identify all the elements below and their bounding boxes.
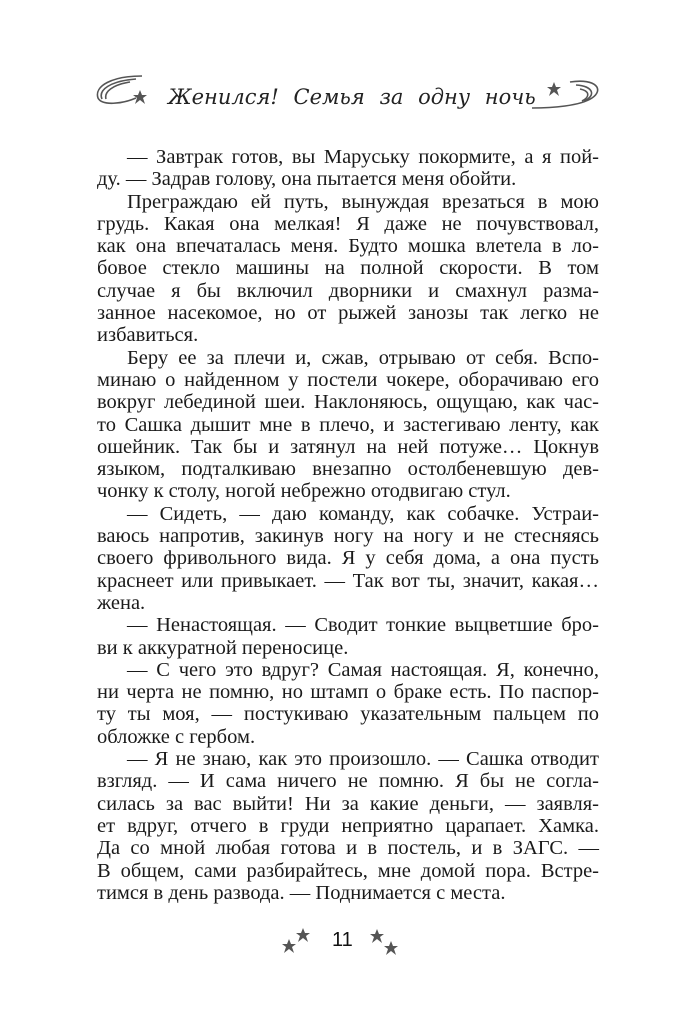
page-footer — [270, 915, 420, 965]
text-line: силась за вас выйти! Ни за какие деньги, — заявля- — [97, 792, 599, 815]
paragraph — [97, 614, 599, 659]
paragraph — [97, 146, 599, 191]
text-line: как она впечаталась меня. Будто мошка влетела в ло- — [97, 235, 599, 258]
text-line: взгляд. — И сама ничего не помню. Я бы не согла- — [97, 770, 599, 793]
text-line: грудь. Какая она мелкая! Я даже не почувствовал, — [97, 212, 599, 235]
text-line: — Я не знаю, как это произошло. — Сашка отводит — [127, 748, 599, 771]
text-line: минаю о найденном у постели чокере, оборачиваю его — [97, 368, 599, 391]
text-line: жена. — [97, 591, 146, 614]
running-title: Женился! Семья за одну ночь — [168, 85, 536, 109]
text-line: тимся в день развода. — Поднимается с места. — [97, 881, 506, 904]
text-line: ет вдруг, отчего в груди неприятно царапает. Хамка. — [97, 814, 599, 837]
page-number: 11 — [332, 929, 353, 951]
text-line: ту ты моя, — постукиваю указательным пальцем по — [97, 703, 599, 726]
text-line: — Сидеть, — даю команду, как собачке. Устраи- — [127, 502, 599, 525]
text-line: Да со мной любая готова и в постель, и в ЗАГС. — — [97, 837, 599, 860]
text-line: — С чего это вдруг? Самая настоящая. Я, конечно, — [127, 658, 599, 681]
paragraph — [97, 503, 599, 614]
text-line: — Ненастоящая. — Сводит тонкие выцветшие бро- — [127, 614, 599, 637]
text-line: В общем, сами разбирайтесь, мне домой пора. Встре- — [97, 859, 599, 882]
text-line: занное насекомое, но от рыжей занозы так легко не — [97, 302, 599, 325]
paragraph — [97, 191, 599, 347]
text-line: ду. — Задрав голову, она пытается меня обойти. — [97, 168, 517, 191]
text-line: ни черта не помню, но штамп о браке есть. По паспор- — [97, 681, 599, 704]
text-line: то Сашка дышит мне в плечо, и застегиваю ленту, как — [97, 413, 599, 436]
paragraph — [97, 748, 599, 904]
text-line: краснеет или привыкает. — Так вот ты, значит, какая… — [97, 569, 599, 592]
text-line: — Завтрак готов, вы Маруську покормите, а я пой- — [127, 146, 599, 168]
text-line: своего фривольного вида. Я у себя дома, а она пусть — [97, 547, 599, 570]
text-line: избавиться. — [97, 324, 199, 347]
text-line: Преграждаю ей путь, вынуждая врезаться в мою — [127, 190, 599, 213]
running-header — [92, 70, 612, 130]
text-line: чонку к столу, ногой небрежно отодвигаю стул. — [97, 480, 511, 503]
text-line: бовое стекло машины на полной скорости. В том — [97, 257, 599, 280]
text-line: ваюсь напротив, закинув ногу на ногу и не стесняясь — [97, 525, 599, 548]
paragraph — [97, 347, 599, 503]
text-line: вокруг лебединой шеи. Наклоняюсь, ощущаю, как час- — [97, 391, 599, 414]
text-line: языком, подталкиваю внезапно остолбеневшую дев- — [97, 458, 599, 481]
paragraph — [97, 659, 599, 748]
body-text — [97, 146, 599, 904]
text-line: обложке с гербом. — [97, 725, 256, 748]
text-line: ошейник. Так бы и затянул на ней потуже… Цокнув — [97, 435, 599, 458]
text-line: Беру ее за плечи и, сжав, отрываю от себя. Вспо- — [127, 346, 599, 369]
text-line: ви к аккуратной переносице. — [97, 636, 349, 659]
text-line: случае я бы включил дворники и смахнул разма- — [97, 279, 599, 302]
